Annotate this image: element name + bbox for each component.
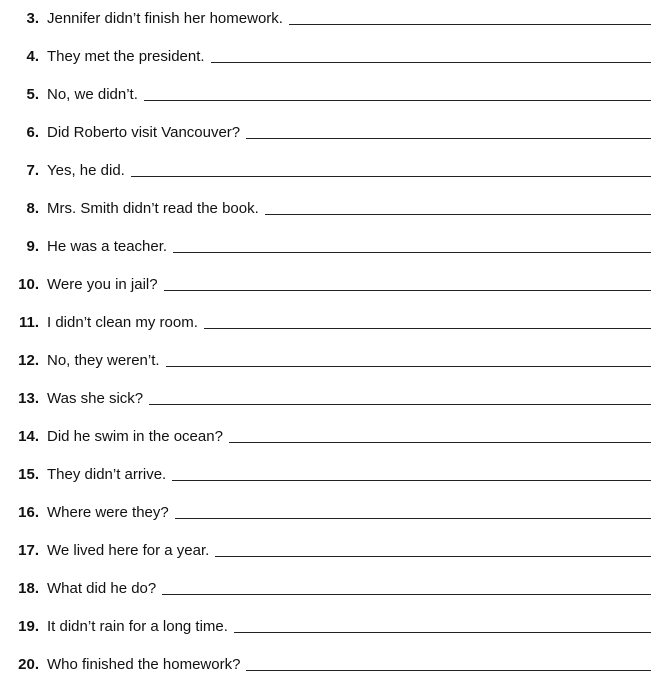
item-sentence: They didn’t arrive. bbox=[47, 466, 167, 483]
item-sentence: No, we didn’t. bbox=[47, 86, 138, 103]
answer-line[interactable] bbox=[173, 252, 651, 253]
exercise-item-10 bbox=[0, 270, 664, 294]
item-sentence: They met the president. bbox=[47, 48, 205, 65]
item-sentence: Was she sick? bbox=[47, 390, 144, 407]
item-number: 13. bbox=[18, 390, 39, 407]
item-number: 9. bbox=[26, 238, 39, 255]
item-number: 19. bbox=[18, 618, 39, 635]
exercise-item-12 bbox=[0, 346, 664, 370]
answer-line[interactable] bbox=[265, 214, 651, 215]
item-sentence: Jennifer didn’t finish her homework. bbox=[47, 10, 283, 27]
answer-line[interactable] bbox=[289, 24, 651, 25]
item-sentence: He was a teacher. bbox=[47, 238, 168, 255]
item-number: 4. bbox=[26, 48, 39, 65]
item-number: 7. bbox=[26, 162, 39, 179]
answer-line[interactable] bbox=[246, 138, 651, 139]
answer-line[interactable] bbox=[172, 480, 651, 481]
item-number: 14. bbox=[18, 428, 39, 445]
exercise-item-7 bbox=[0, 156, 664, 180]
item-number: 3. bbox=[26, 10, 39, 27]
item-number: 12. bbox=[18, 352, 39, 369]
answer-line[interactable] bbox=[164, 290, 651, 291]
exercise-item-14 bbox=[0, 422, 664, 446]
exercise-item-6 bbox=[0, 118, 664, 142]
answer-line[interactable] bbox=[144, 100, 651, 101]
exercise-item-20 bbox=[0, 650, 664, 674]
answer-line[interactable] bbox=[131, 176, 651, 177]
item-number: 11. bbox=[18, 314, 39, 331]
item-sentence: Where were they? bbox=[47, 504, 169, 521]
item-sentence: What did he do? bbox=[47, 580, 157, 597]
item-number: 8. bbox=[26, 200, 39, 217]
exercise-item-19 bbox=[0, 612, 664, 636]
item-sentence: We lived here for a year. bbox=[47, 542, 210, 559]
item-sentence: No, they weren’t. bbox=[47, 352, 160, 369]
answer-line[interactable] bbox=[204, 328, 651, 329]
item-number: 6. bbox=[26, 124, 39, 141]
exercise-item-9 bbox=[0, 232, 664, 256]
exercise-item-17 bbox=[0, 536, 664, 560]
item-number: 18. bbox=[18, 580, 39, 597]
item-sentence: It didn’t rain for a long time. bbox=[47, 618, 228, 635]
item-number: 5. bbox=[26, 86, 39, 103]
exercise-item-8 bbox=[0, 194, 664, 218]
item-sentence: Did Roberto visit Vancouver? bbox=[47, 124, 241, 141]
item-sentence: Were you in jail? bbox=[47, 276, 158, 293]
item-number: 16. bbox=[18, 504, 39, 521]
item-sentence: Who finished the homework? bbox=[47, 656, 241, 673]
item-sentence: Did he swim in the ocean? bbox=[47, 428, 223, 445]
item-sentence: I didn’t clean my room. bbox=[47, 314, 198, 331]
exercise-item-18 bbox=[0, 574, 664, 598]
exercise-item-4 bbox=[0, 42, 664, 66]
exercise-item-13 bbox=[0, 384, 664, 408]
answer-line[interactable] bbox=[211, 62, 651, 63]
item-number: 15. bbox=[18, 466, 39, 483]
answer-line[interactable] bbox=[149, 404, 651, 405]
answer-line[interactable] bbox=[175, 518, 651, 519]
answer-line[interactable] bbox=[234, 632, 651, 633]
answer-line[interactable] bbox=[166, 366, 651, 367]
item-number: 20. bbox=[18, 656, 39, 673]
item-sentence: Mrs. Smith didn’t read the book. bbox=[47, 200, 259, 217]
exercise-item-15 bbox=[0, 460, 664, 484]
answer-line[interactable] bbox=[215, 556, 651, 557]
exercise-item-5 bbox=[0, 80, 664, 104]
answer-line[interactable] bbox=[162, 594, 651, 595]
item-number: 10. bbox=[18, 276, 39, 293]
exercise-item-3 bbox=[0, 4, 664, 28]
item-sentence: Yes, he did. bbox=[47, 162, 125, 179]
item-number: 17. bbox=[18, 542, 39, 559]
exercise-item-16 bbox=[0, 498, 664, 522]
answer-line[interactable] bbox=[246, 670, 651, 671]
exercise-item-11 bbox=[0, 308, 664, 332]
answer-line[interactable] bbox=[229, 442, 651, 443]
